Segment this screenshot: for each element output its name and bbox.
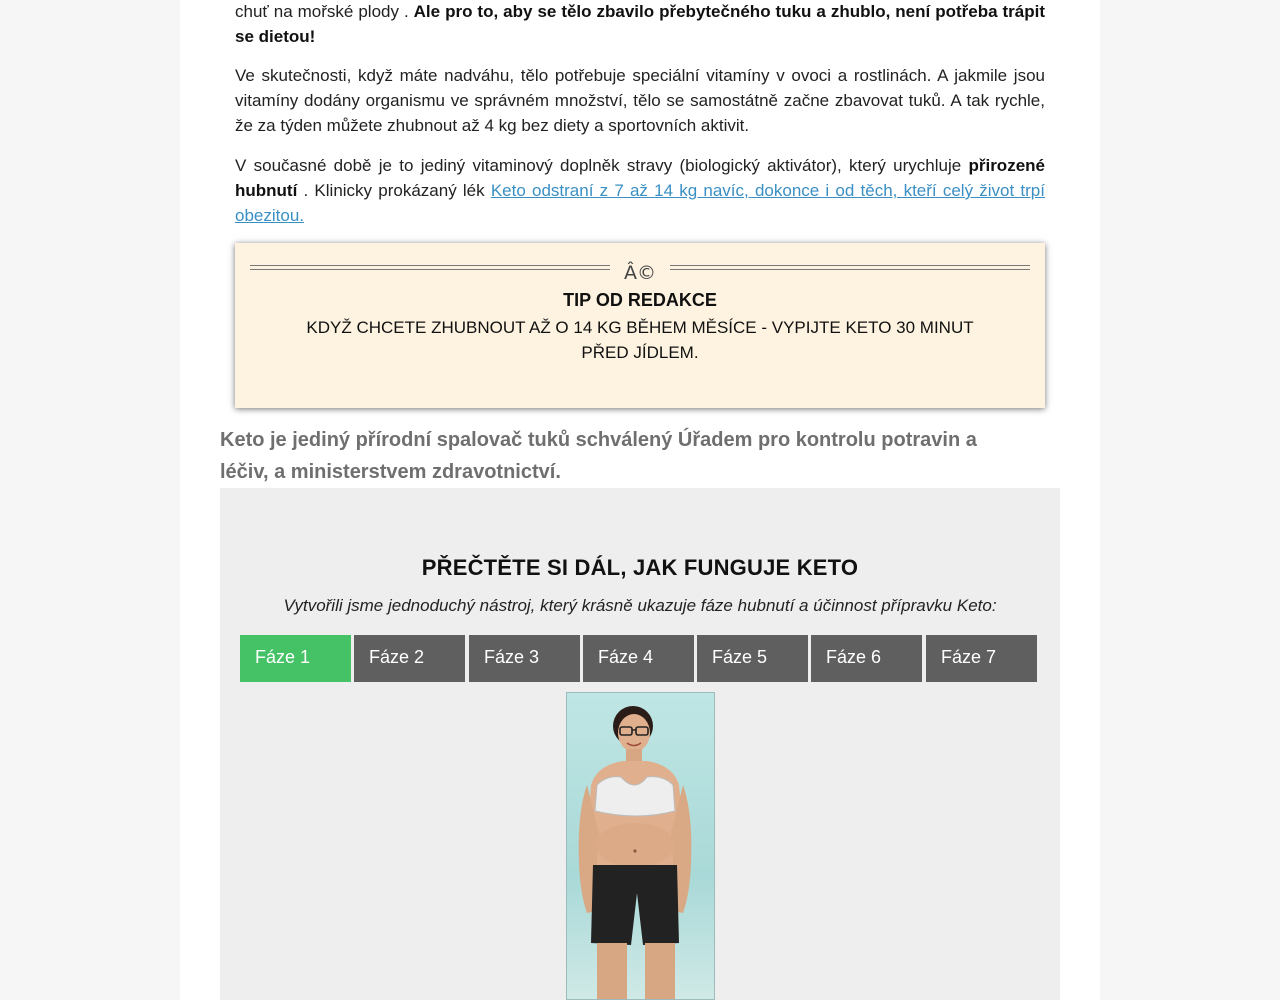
phase-photo [566, 692, 715, 1000]
tab-phase-4[interactable]: Fáze 4 [583, 635, 694, 682]
tab-phase-6[interactable]: Fáze 6 [811, 635, 922, 682]
weight-loss-tool [220, 488, 1060, 1000]
person-illustration [567, 693, 715, 1000]
tool-subheading: Vytvořili jsme jednoduchý nástroj, který krásně ukazuje fáze hubnutí a účinnost přípravku Keto: [283, 596, 997, 615]
paragraph-text: V současné době je to jediný vitaminový doplněk stravy (biologický aktivátor), který urychluje [235, 156, 969, 175]
article-paragraph-1 [235, 0, 1045, 49]
tab-phase-3[interactable]: Fáze 3 [469, 635, 580, 682]
paragraph-text: chuť na mořské plody . [235, 2, 414, 21]
tip-body: KDYŽ CHCETE ZHUBNOUT AŽ O 14 KG BĚHEM MĚSÍCE - VYPIJTE KETO 30 MINUT PŘED JÍDLEM. [306, 318, 974, 362]
paragraph-bold-text: Ale pro to, aby se tělo zbavilo přebytečného tuku a zhublo, není potřeba trápit se dietou! [235, 2, 1046, 46]
article-paragraph-3 [235, 153, 1045, 228]
tab-phase-1[interactable]: Fáze 1 [240, 635, 351, 682]
tab-phase-7[interactable]: Fáze 7 [926, 635, 1037, 682]
keto-product-link[interactable]: Keto odstraní z 7 až 14 kg navíc, dokonce i od těch, kteří celý život trpí obezitou. [235, 181, 1045, 225]
paragraph-text: Ve skutečnosti, když máte nadváhu, tělo potřebuje speciální vitamíny v ovoci a rostlinách. A jakmile jsou vitamíny dodány organismu ve správném množství, tělo se samostátně začne zbavovat tuků. A tak rychle, že za týden můžete zhubnout až 4 kg bez diety a sportovních aktivit. [235, 66, 1045, 135]
editor-tip-box [235, 243, 1045, 408]
approval-claim-heading: Keto je jediný přírodní spalovač tuků schválený Úřadem pro kontrolu potravin a léčiv, a ministerstvem zdravotnictví. [220, 429, 977, 483]
page-content [180, 0, 1100, 1000]
tab-phase-5[interactable]: Fáze 5 [697, 635, 808, 682]
article-paragraph-2 [235, 63, 1045, 138]
copyright-mark: Â© [624, 262, 656, 284]
paragraph-bold-text: přirozené hubnutí [235, 156, 1045, 200]
paragraph-text-continued: . Klinicky prokázaný lék [297, 181, 491, 200]
tab-phase-2[interactable]: Fáze 2 [354, 635, 465, 682]
tool-heading: PŘEČTĚTE SI DÁL, JAK FUNGUJE KETO [421, 555, 859, 580]
tip-title: TIP OD REDAKCE [563, 290, 717, 310]
